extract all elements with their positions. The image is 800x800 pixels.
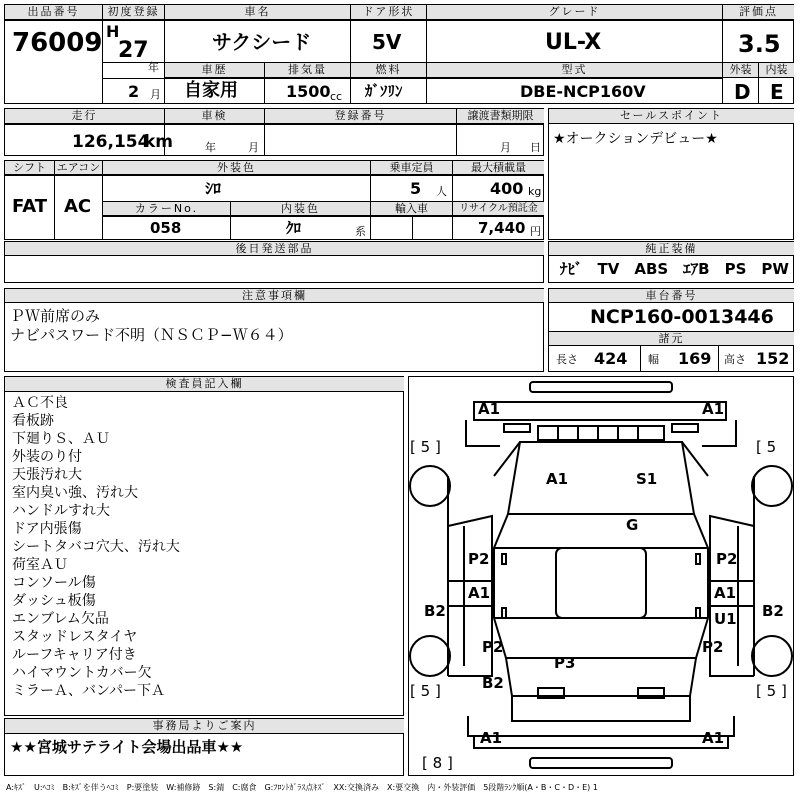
mark-left-rear-door: A1 [468, 584, 491, 602]
condition-item: スタッドレスタイヤ [12, 629, 138, 645]
score-label: 評価点 [723, 5, 794, 20]
shift-type: FAT [12, 196, 48, 217]
condition-item: 荷室ＡＵ [12, 557, 68, 573]
condition-item: ドア内張傷 [12, 521, 82, 537]
height-value: 152 [756, 349, 790, 368]
inspector-label: 検査員記入欄 [5, 377, 404, 392]
color-number-label: カラーNo. [103, 202, 230, 216]
grade-label: グレード [427, 5, 722, 20]
grade-value: UL-X [545, 30, 602, 55]
note-line: ナビパスワード不明（ＮＳＣＰ−Ｗ６４） [10, 326, 293, 344]
history-label: 車歴 [165, 63, 264, 78]
displacement-value: 1500 [286, 82, 331, 101]
mark-bumper-left: A1 [480, 729, 503, 747]
condition-item: ダッシュ板傷 [12, 593, 96, 609]
condition-item: 看板跡 [12, 413, 54, 429]
tire-depth-rear-left: [ 5 ] [410, 682, 441, 700]
evaluation-score: 3.5 [738, 30, 781, 58]
aircon-label: エアコン [56, 161, 101, 174]
height-label: 高さ [724, 353, 746, 366]
model-code: DBE-NCP160V [520, 82, 646, 101]
car-name-label: 車名 [165, 5, 350, 20]
length-value: 424 [594, 349, 628, 368]
max-load-value: 400 [490, 179, 524, 198]
length-label: 長さ [556, 353, 578, 366]
interior-grade: E [770, 80, 784, 104]
mark-right-rear-fender: P2 [702, 638, 724, 656]
registration-year: 27 [118, 38, 149, 63]
mileage-label: 走行 [5, 109, 164, 124]
chassis-number: NCP160-0013446 [590, 306, 774, 328]
mark-right-rear-door: A1 [714, 584, 737, 602]
inspection-year-unit: 年 [205, 141, 216, 154]
condition-item: 室内臭い強、汚れ大 [12, 485, 138, 501]
deadline-month-unit: 月 [500, 141, 511, 154]
max-load-label: 最大積載量 [453, 161, 544, 175]
capacity-label: 乗車定員 [371, 161, 452, 175]
mark-front-right: A1 [702, 400, 725, 418]
mark-left-sill: B2 [424, 602, 446, 620]
transfer-deadline-label: 譲渡書類期限 [457, 109, 544, 124]
import-label: 輸入車 [371, 202, 452, 216]
exterior-grade: D [734, 80, 751, 104]
condition-item: シートタバコ穴大、汚れ大 [12, 539, 180, 555]
mark-right-sill: B2 [762, 602, 784, 620]
mark-hood: A1 [546, 470, 569, 488]
condition-item: 天張汚れ大 [12, 467, 82, 483]
equipment-list: ﾅﾋﾞ TV ABS ｴｱB PS PW [560, 260, 789, 278]
condition-item: ハイマウントカバー欠 [12, 665, 152, 681]
kei-unit: 系 [355, 225, 366, 238]
mark-right-front-door: P2 [716, 550, 738, 568]
specs-label: 諸元 [549, 332, 794, 346]
sales-point-label: セールスポイント [549, 109, 794, 124]
first-registration-label: 初度登録 [103, 5, 164, 20]
mileage-unit: km [144, 132, 174, 152]
mark-windshield: S1 [636, 470, 658, 488]
tire-depth-front-left: [ 5 ] [410, 438, 441, 456]
mileage-value: 126,154 [72, 132, 150, 152]
car-name: サクシード [212, 30, 312, 54]
interior-color: ｸﾛ [286, 219, 302, 237]
interior-label: 内装 [759, 63, 794, 78]
aircon-type: AC [64, 196, 92, 217]
office-label: 事務局よりご案内 [5, 719, 404, 734]
kg-unit: kg [528, 185, 542, 198]
cc-unit: cc [330, 90, 343, 103]
displacement-label: 排気量 [265, 63, 350, 78]
recycle-label: リサイクル預託金 [453, 202, 544, 216]
condition-item: エンブレム欠品 [12, 611, 109, 627]
door-label: ドア形状 [351, 5, 426, 20]
mark-tailgate: P3 [554, 654, 576, 672]
condition-item: 下廻りＳ、ＡＵ [12, 431, 110, 447]
office-message: ★★宮城サテライト会場出品車★★ [10, 738, 244, 756]
tire-depth-spare: [ 8 ] [422, 754, 453, 772]
recycle-fee: 7,440 [478, 219, 526, 237]
chassis-number-label: 車台番号 [549, 289, 794, 303]
year-unit: 年 [148, 61, 159, 74]
yen-unit: 円 [530, 225, 541, 238]
width-value: 169 [678, 349, 712, 368]
mark-left-rear-fender: P2 [482, 638, 504, 656]
exterior-color-label: 外装色 [103, 161, 370, 175]
mark-roof: G [626, 516, 639, 534]
month-unit: 月 [150, 88, 161, 101]
width-label: 幅 [648, 353, 659, 366]
mark-rear-left: B2 [482, 674, 504, 692]
condition-item: 外装のり付 [12, 449, 82, 465]
equipment-label: 純正装備 [549, 242, 794, 256]
registration-month: 2 [128, 82, 140, 101]
tire-depth-front-right: [ 5 [756, 438, 777, 456]
later-parts-label: 後日発送部品 [5, 242, 544, 256]
fuel-label: 燃料 [351, 63, 426, 78]
mark-front-left: A1 [478, 400, 501, 418]
deadline-day-unit: 日 [530, 141, 541, 154]
condition-item: ＡＣ不良 [12, 395, 68, 411]
condition-item: ルーフキャリア付き [12, 647, 137, 663]
car-history: 自家用 [184, 80, 238, 101]
inspection-month-unit: 月 [248, 141, 259, 154]
tire-depth-rear-right: [ 5 ] [756, 682, 787, 700]
condition-item: ミラーＡ、バンパー下Ａ [12, 683, 166, 699]
mark-right-rear-dent: U1 [714, 610, 737, 628]
capacity-value: 5 [410, 179, 422, 198]
legend-text: A:ｷｽﾞ U:ﾍｺﾐ B:ｷｽﾞを伴うﾍｺﾐ P:要塗装 W:補修跡 S:錆 C:腐食 G:ﾌﾛﾝﾄｶﾞﾗｽ点ｷｽﾞ XX:交換済み X:要交換 内・外装評価 5段階ﾗﾝｸ順(A・B・C・D・E) 1 [6, 783, 598, 792]
interior-color-label: 内装色 [231, 202, 370, 216]
inspection-label: 車検 [165, 109, 264, 124]
note-line: ＰＷ前席のみ [10, 307, 101, 325]
registration-number-label: 登録番号 [265, 109, 456, 124]
condition-item: コンソール傷 [12, 575, 96, 591]
exterior-label: 外装 [723, 63, 758, 78]
era-letter: H [106, 22, 120, 41]
color-number: 058 [150, 219, 182, 237]
person-unit: 人 [436, 185, 447, 198]
car-diagram [408, 376, 794, 776]
shift-label: シフト [5, 161, 54, 175]
mark-left-front-door: P2 [468, 550, 490, 568]
sales-point-block [548, 108, 794, 240]
lot-number: 76009 [12, 28, 103, 58]
exterior-color: ｼﾛ [205, 179, 222, 198]
condition-item: ハンドルすれ大 [12, 503, 110, 519]
mark-bumper-right: A1 [702, 729, 725, 747]
model-code-label: 型式 [427, 63, 722, 78]
door-type: 5V [372, 30, 402, 54]
sales-point-text: ★オークションデビュー★ [553, 131, 718, 147]
notes-label: 注意事項欄 [5, 289, 544, 303]
lot-number-label: 出品番号 [5, 5, 102, 20]
fuel-type: ｶﾞｿﾘﾝ [365, 82, 403, 100]
